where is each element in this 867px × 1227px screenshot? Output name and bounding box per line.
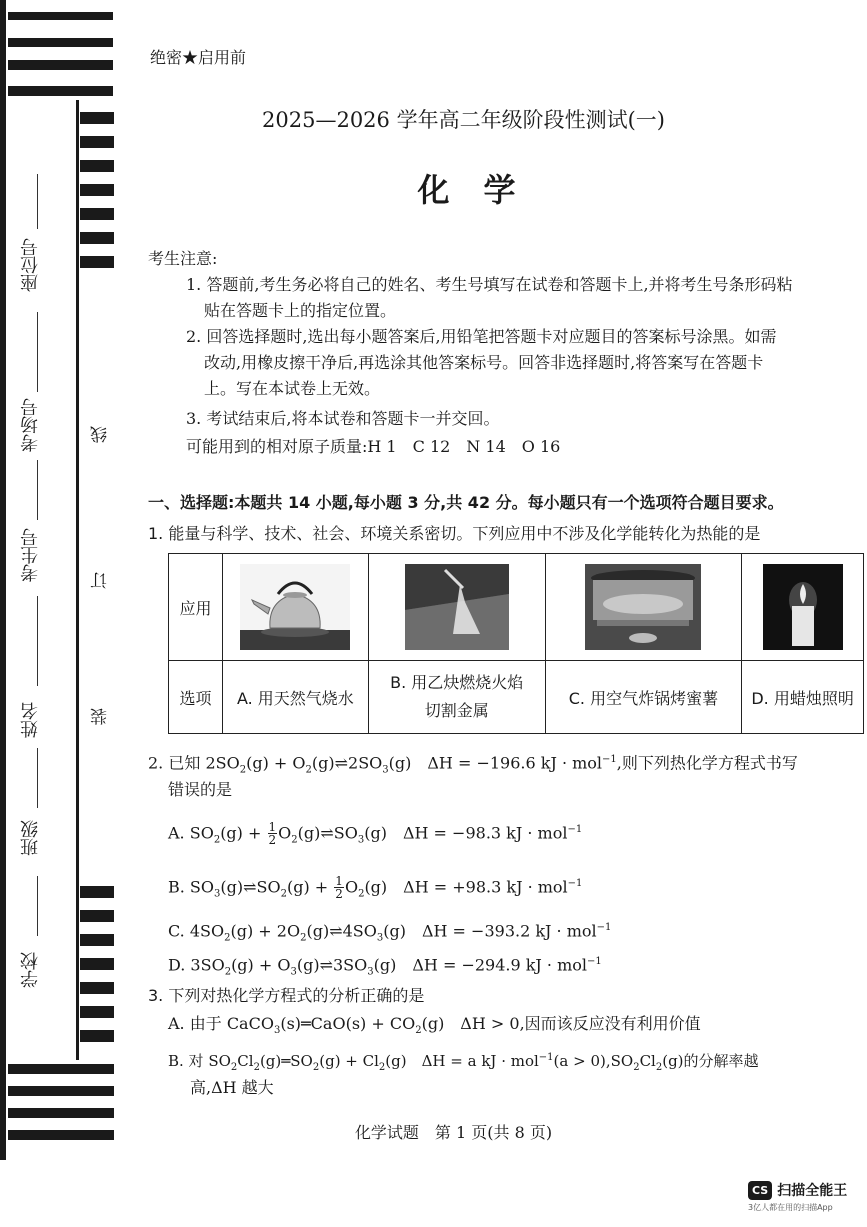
scanner-watermark (748, 1180, 847, 1213)
confidential-tag: 绝密★启用前 (150, 48, 247, 67)
q3-stem: 3. 下列对热化学方程式的分析正确的是 (148, 986, 425, 1005)
section-heading: 一、选择题:本题共 14 小题,每小题 3 分,共 42 分。每小题只有一个选项符合题目要求。 (148, 493, 784, 512)
q3-option-a-tail: ,因而该反应没有利用价值 (519, 1014, 701, 1033)
notice-item-1b: 贴在答题卡上的指定位置。 (204, 301, 397, 320)
option-b (368, 661, 545, 734)
notice-item-2b: 改动,用橡皮擦干净后,再选涂其他答案标号。回答非选择题时,将答案写在答题卡 (204, 353, 764, 372)
exam-room-label: 考场号 (20, 398, 41, 452)
q3-option-a: A. 由于 CaCO$_3$(s)═CaO(s) + $CO_2(g)$ ΔH > 0,因而该反应没有利用价值 (168, 1014, 701, 1037)
name-label: 姓名 (20, 702, 41, 738)
cs-logo-icon: CS (748, 1181, 772, 1200)
q2-option-b: B. $SO_3(g)\rightleftharpoons SO_2(g)$ + $\frac{1}{2}$ $O_2(g)$ ΔH = +98.3 kJ · mol$^{-1}$ (168, 874, 583, 902)
q1-stem: 1. 能量与科学、技术、社会、环境关系密切。下列应用中不涉及化学能转化为热能的是 (148, 524, 761, 543)
q2-stem: 2. 已知 $2SO_2(g)$ + $O_2(g)\rightleftharpoons 2SO_3(g)$ ΔH = −196.6 kJ · mol$^{-1}$,则下列热化学方程式书写 (148, 753, 798, 776)
app-slogan: 3亿人都在用的扫描App (748, 1203, 833, 1212)
option-a: A. 用天然气烧水 (222, 661, 368, 734)
option-c: C. 用空气炸锅烤蜜薯 (545, 661, 742, 734)
notice-heading: 考生注意: (148, 249, 218, 268)
q2-option-d: D. $3SO_2(g)$ + $O_3(g)\rightleftharpoons 3SO_3(g)$ ΔH = −294.9 kJ · mol$^{-1}$ (168, 955, 602, 978)
page-footer: 化学试题 第 1 页(共 8 页) (354, 1123, 553, 1142)
q3-option-b-tail: 的分解率越 (683, 1052, 759, 1070)
q2-stem-tail: ,则下列热化学方程式书写 (616, 753, 798, 773)
notice-item-3: 3. 考试结束后,将本试卷和答题卡一并交回。 (186, 409, 500, 428)
image-welding (368, 554, 545, 661)
q2-option-a: A. $SO_2(g)$ + $\frac{1}{2}$ $O_2(g)\rightleftharpoons SO_3(g)$ ΔH = −98.3 kJ · mol$^{-1}$ (168, 820, 583, 848)
q2-stem-line2: 错误的是 (168, 780, 233, 799)
q1-table (168, 553, 864, 734)
image-kettle (222, 554, 368, 661)
binding-char-line: 线 (91, 426, 111, 443)
q2-stem-start: 2. 已知 2SO (148, 753, 240, 773)
row-label-option: 选项 (169, 661, 223, 734)
image-candle (742, 554, 864, 661)
seat-number-label: 座位号 (20, 238, 41, 292)
notice-item-2c: 上。写在本试卷上无效。 (204, 379, 381, 398)
subject-title: 化学 (417, 171, 550, 209)
option-b-line2: 切割金属 (424, 701, 489, 720)
option-d: D. 用蜡烛照明 (742, 661, 864, 734)
school-label: 学校 (20, 952, 41, 988)
binding-char-bind: 装 (91, 708, 111, 725)
notice-item-1a: 1. 答题前,考生务必将自己的姓名、考生号填写在试卷和答题卡上,并将考生号条形码粘 (186, 275, 793, 294)
row-label-application: 应用 (169, 554, 223, 661)
q3-option-b: B. 对 $SO_2Cl_2(g)═SO_2(g) + Cl_2(g)$ ΔH = a kJ · $mol^{-1}(a > 0),SO_2Cl_2(g)$的分解率越 (168, 1052, 759, 1073)
option-b-line1: B. 用乙炔燃烧火焰 (390, 673, 524, 692)
exam-title: 2025—2026 学年高二年级阶段性测试(一) (262, 108, 665, 132)
notice-item-2a: 2. 回答选择题时,选出每小题答案后,用铅笔把答题卡对应题目的答案标号涂黑。如需 (186, 327, 777, 346)
q3-option-b-line2: 高,ΔH 越大 (190, 1078, 274, 1097)
app-name: 扫描全能王 (777, 1183, 848, 1199)
q2-option-c: C. $4SO_2(g)$ + $2O_2(g)\rightleftharpoons 4SO_3(g)$ ΔH = −393.2 kJ · mol$^{-1}$ (168, 921, 612, 944)
image-air-fryer (545, 554, 742, 661)
candidate-number-label: 考生号 (20, 528, 41, 582)
class-label: 班级 (20, 820, 41, 856)
atomic-mass-line: 可能用到的相对原子质量:H 1 C 12 N 14 O 16 (186, 437, 561, 456)
binding-char-staple: 订 (91, 572, 111, 589)
